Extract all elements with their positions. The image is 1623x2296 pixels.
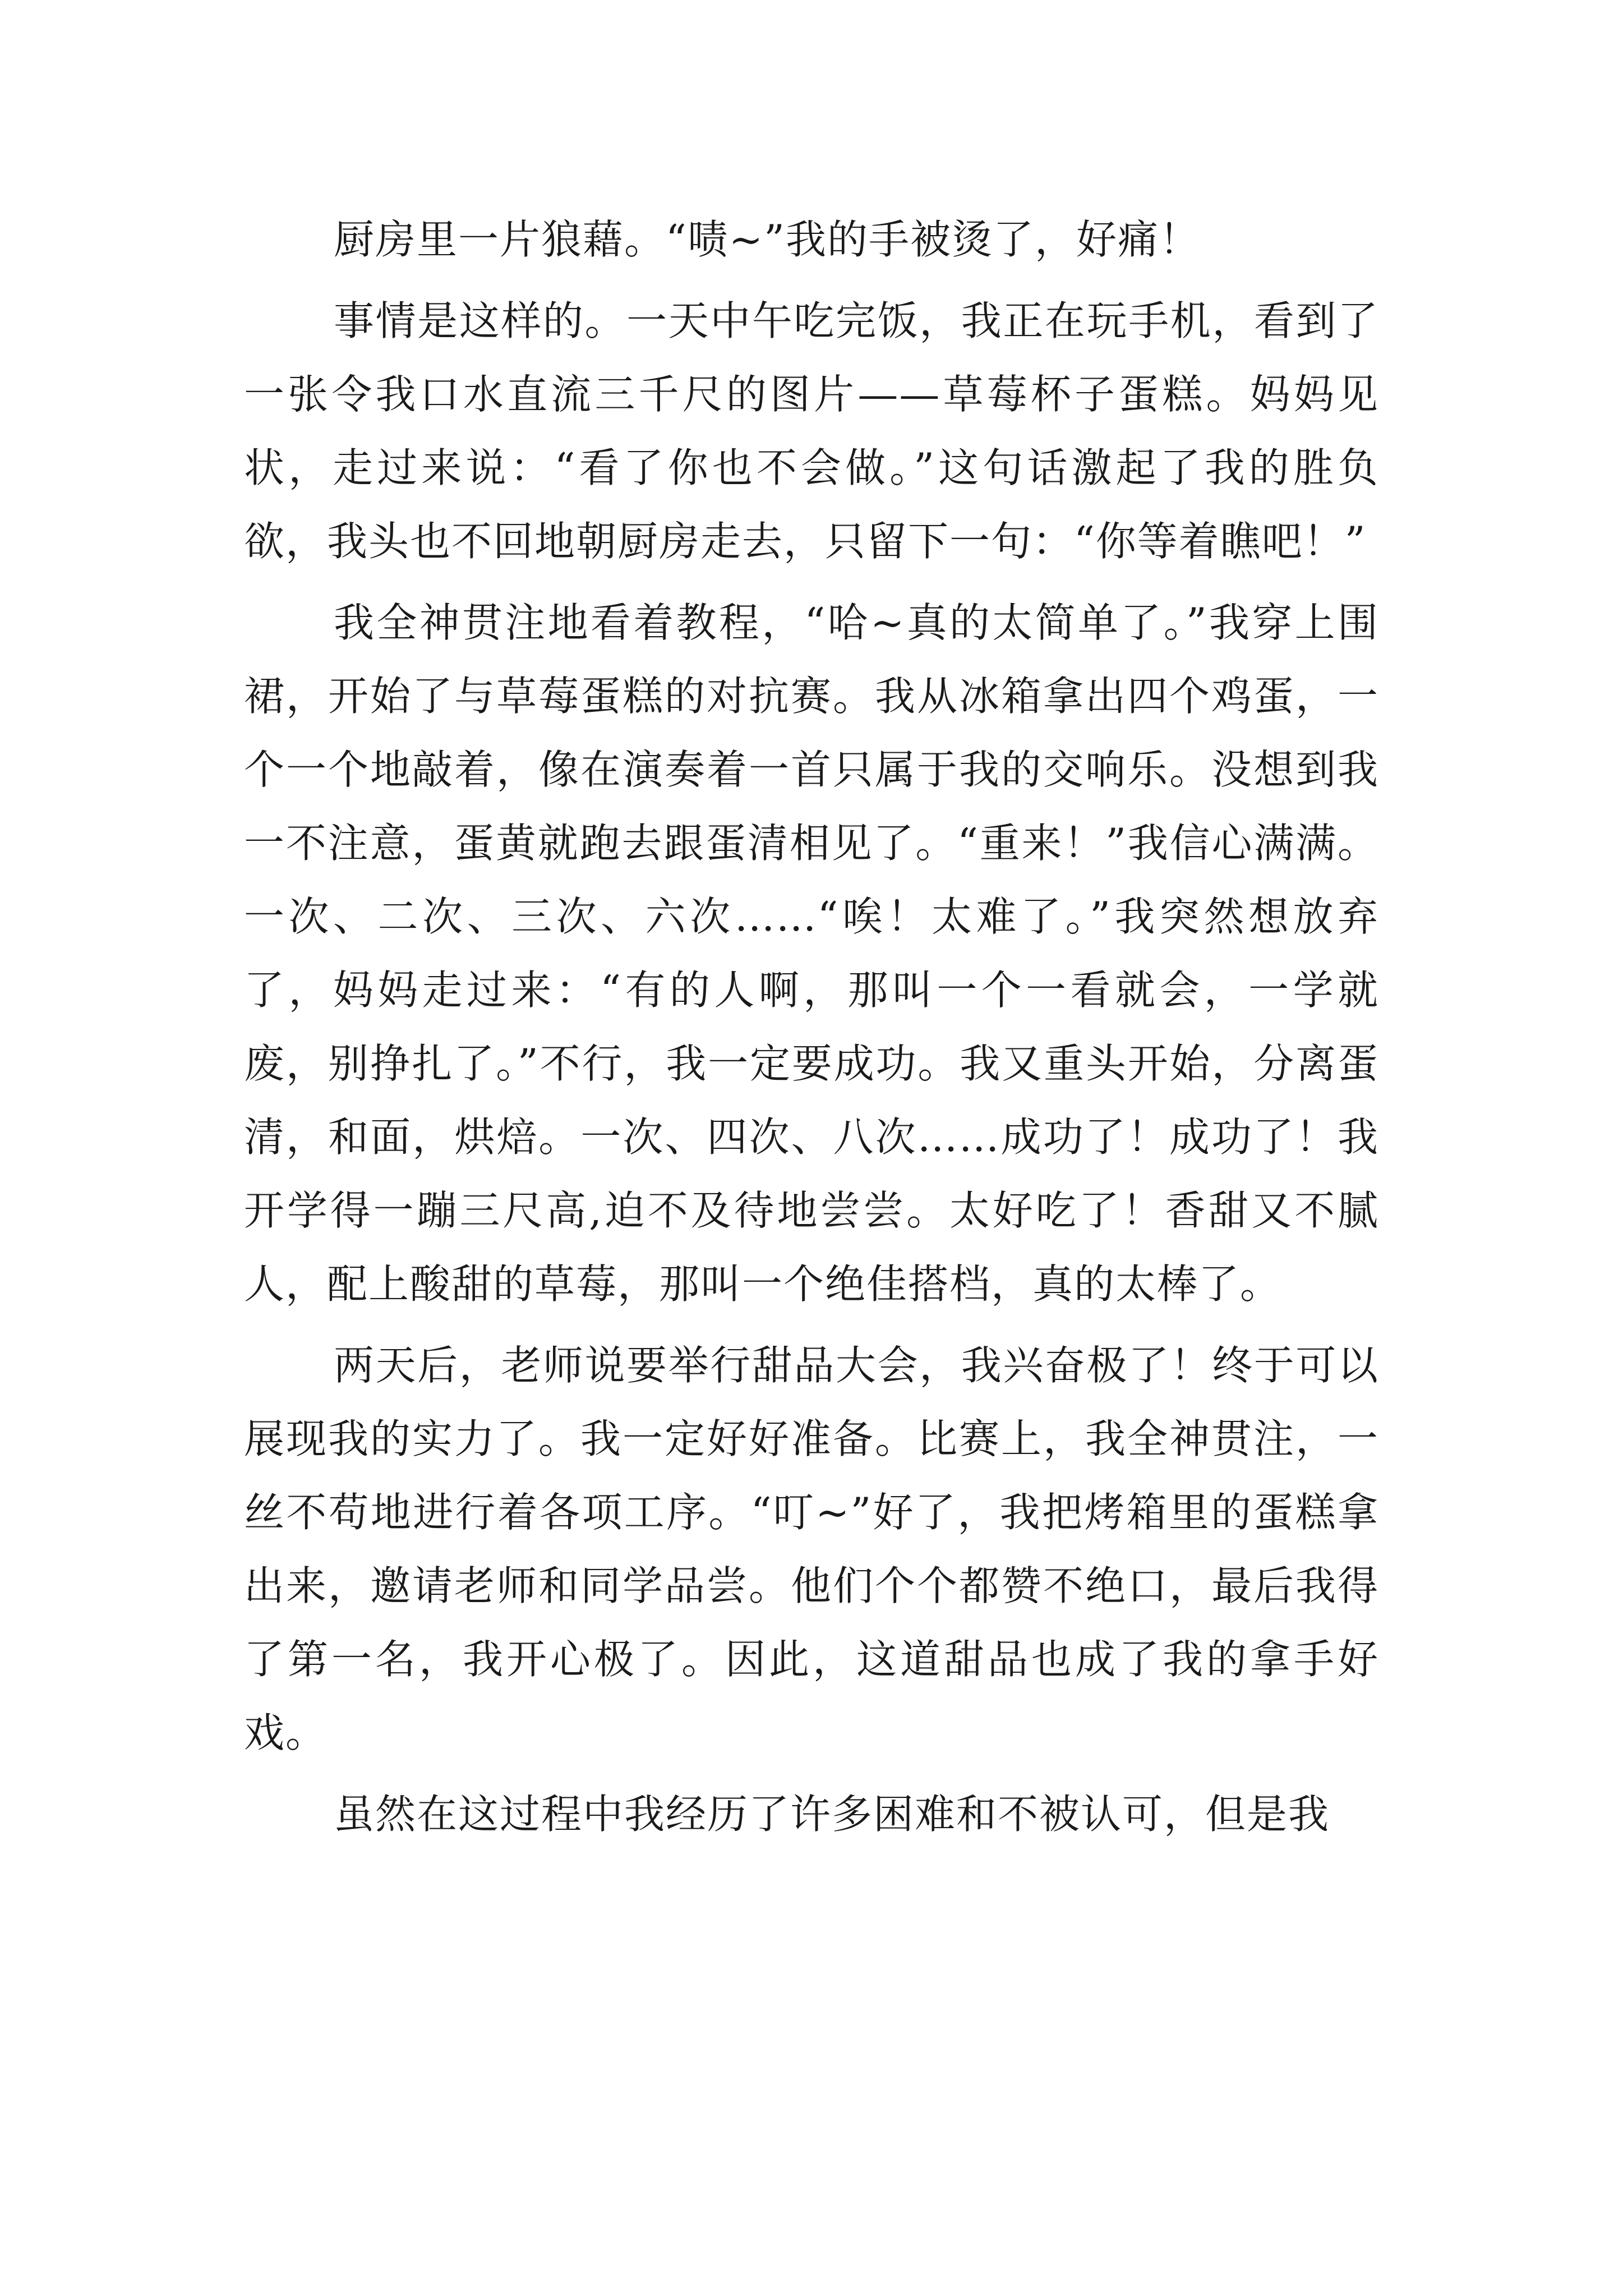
paragraph-2: 事情是这样的。一天中午吃完饭，我正在玩手机，看到了一张令我口水直流三千尺的图片——草莓杯子蛋糕。妈妈见状，走过来说：“看了你也不会做。”这句话激起了我的胜负欲，我头也不回地朝厨房走去，只留下一句：“你等着瞧吧！” — [244, 297, 1379, 565]
paragraph-4: 两天后，老师说要举行甜品大会，我兴奋极了！终于可以展现我的实力了。我一定好好准备。比赛上，我全神贯注，一丝不苟地进行着各项工序。“叮~”好了，我把烤箱里的蛋糕拿出来，邀请老师和同学品尝。他们个个都赞不绝口，最后我得了第一名，我开心极了。因此，这道甜品也成了我的拿手好戏。 — [244, 1342, 1379, 1756]
paragraph-5: 虽然在这过程中我经历了许多困难和不被认可，但是我 — [334, 1791, 1330, 1838]
paragraph-3: 我全神贯注地看着教程，“哈~真的太简单了。”我穿上围裙，开始了与草莓蛋糕的对抗赛。我从冰箱拿出四个鸡蛋，一个一个地敲着，像在演奏着一首只属于我的交响乐。没想到我一不注意，蛋黄就跑去跟蛋清相见了。“重来！”我信心满满。一次、二次、三次、六次……“唉！太难了。”我突然想放弃了，妈妈走过来：“有的人啊，那叫一个一看就会，一学就废，别挣扎了。”不行，我一定要成功。我又重头开始，分离蛋清，和面，烘焙。一次、四次、八次……成功了！成功了！我开学得一蹦三尺高,迫不及待地尝尝。太好吃了！香甜又不腻人，配上酸甜的草莓，那叫一个绝佳搭档，真的太棒了。 — [244, 599, 1379, 1308]
essay-body — [244, 203, 1379, 1851]
paragraph-1: 厨房里一片狼藉。“啧~”我的手被烫了，好痛！ — [334, 216, 1201, 263]
